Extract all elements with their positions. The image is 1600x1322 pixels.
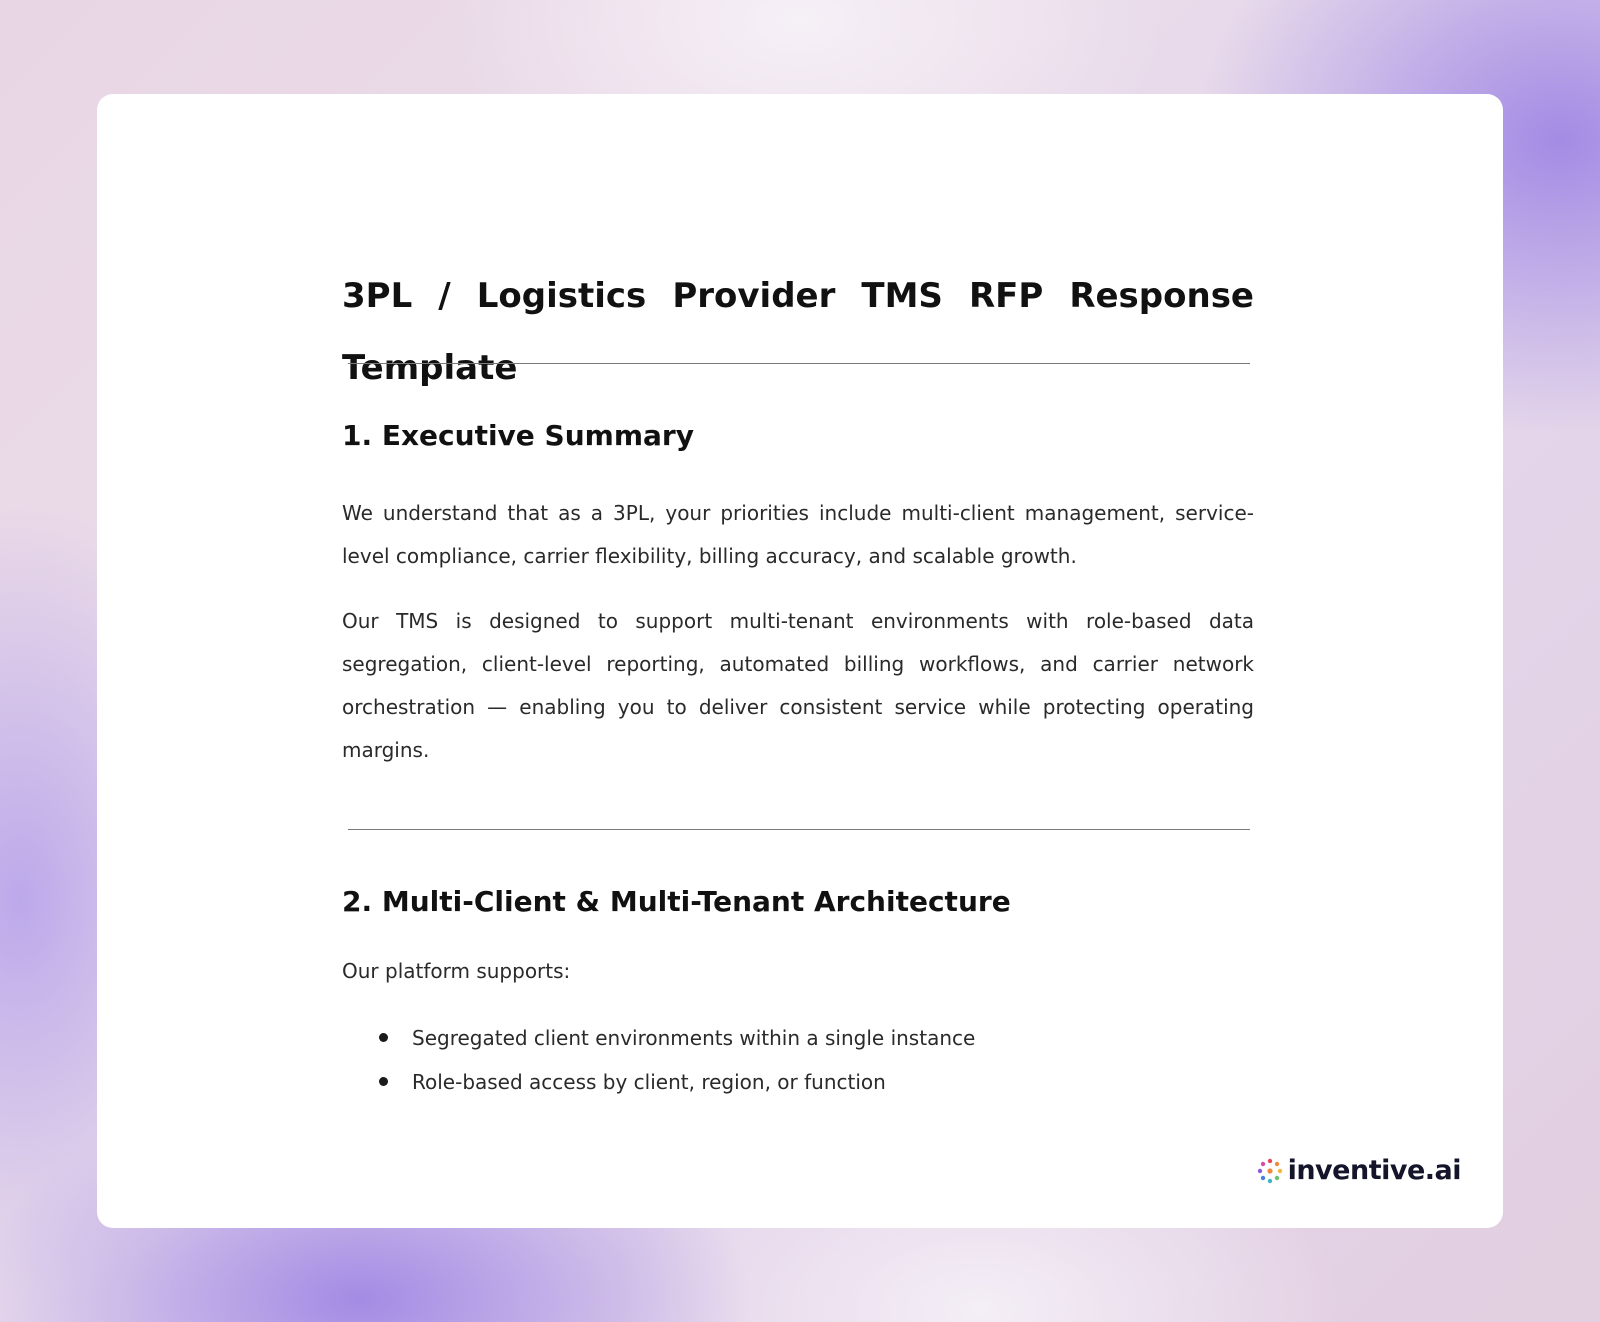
bullet-dot-icon — [379, 1033, 388, 1042]
brand-logo — [1256, 1155, 1461, 1186]
list-item-text: Segregated client environments within a single instance — [412, 1026, 976, 1050]
platform-supports-intro: Our platform supports: — [342, 959, 571, 983]
list-item — [342, 1060, 1254, 1104]
divider — [348, 363, 1250, 364]
document-title: 3PL / Logistics Provider TMS RFP Response Template — [342, 276, 1254, 388]
divider — [348, 829, 1250, 830]
executive-summary-paragraph-1: We understand that as a 3PL, your priorities include multi-client management, service-level compliance, carrier flexibility, billing accuracy, and scalable growth. — [342, 501, 1254, 568]
list-item-text: Role-based access by client, region, or function — [412, 1070, 886, 1094]
feature-bullet-list — [342, 1016, 1254, 1104]
section-heading-multi-client-architecture: 2. Multi-Client & Multi-Tenant Architecture — [342, 885, 1011, 918]
document-card — [97, 94, 1503, 1228]
bullet-dot-icon — [379, 1077, 388, 1086]
section-heading-executive-summary: 1. Executive Summary — [342, 419, 694, 452]
brand-name: inventive.ai — [1287, 1155, 1461, 1186]
list-item — [342, 1016, 1254, 1060]
sparkle-dots-icon — [1256, 1157, 1284, 1185]
executive-summary-paragraph-2: Our TMS is designed to support multi-tenant environments with role-based data segregation, client-level reporting, automated billing workflows, and carrier network orchestration — enabling you to deliver consistent service while protecting operating margins. — [342, 609, 1254, 762]
